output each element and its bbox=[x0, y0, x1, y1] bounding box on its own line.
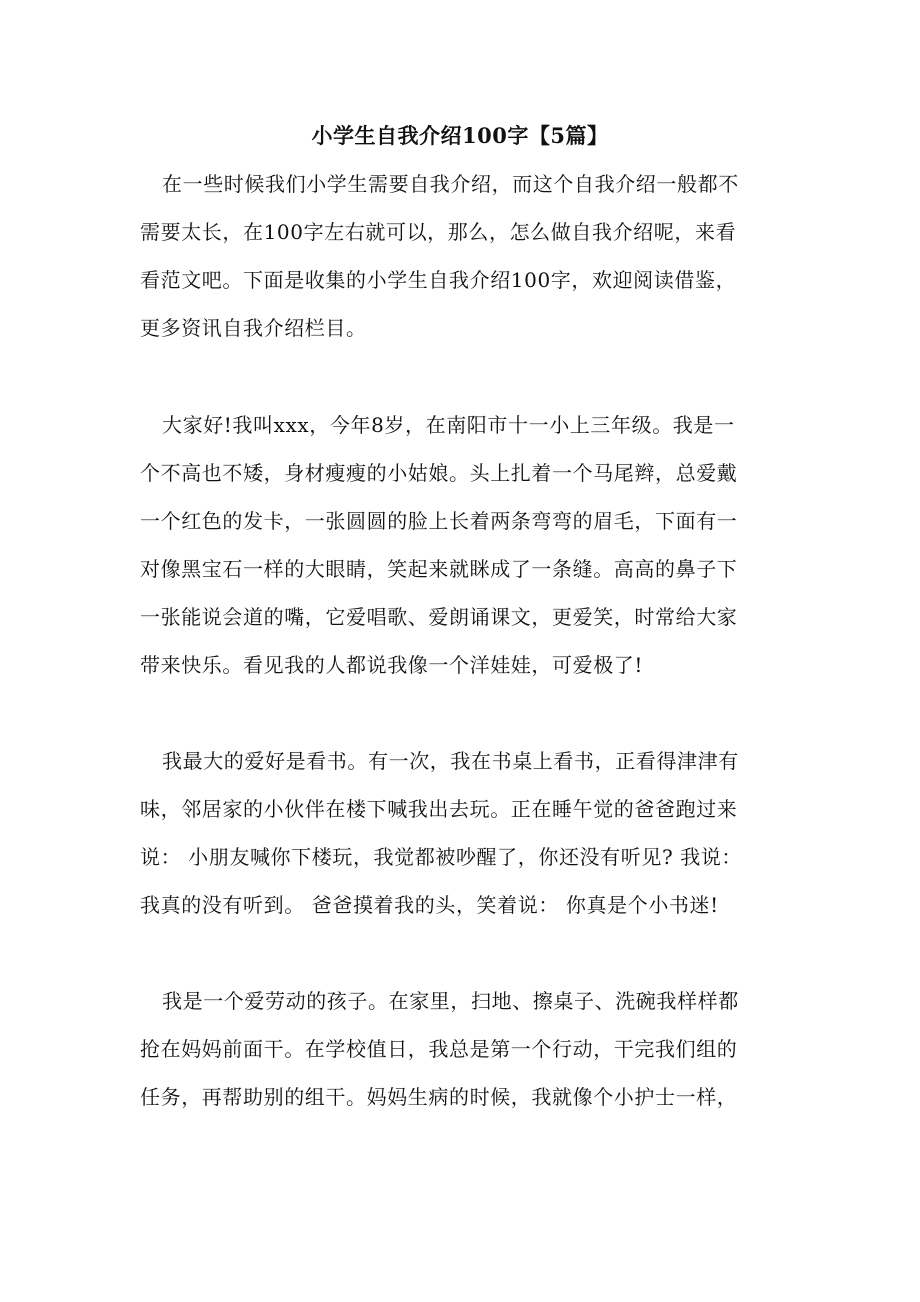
paragraph-1-line-1: 在一些时候我们小学生需要自我介绍，而这个自我介绍一般都不 bbox=[162, 172, 739, 196]
paragraph-1-line-4: 更多资讯自我介绍栏目。 bbox=[140, 316, 367, 340]
paragraph-1-line-2: 需要太长，在100字左右就可以，那么，怎么做自我介绍呢，来看 bbox=[140, 220, 737, 244]
paragraph-4-line-3: 任务，再帮助别的组干。妈妈生病的时候，我就像个小护士一样， bbox=[140, 1085, 738, 1109]
paragraph-2-line-6: 带来快乐。看见我的人都说我像一个洋娃娃，可爱极了! bbox=[140, 653, 644, 677]
paragraph-2-line-5: 一张能说会道的嘴，它爱唱歌、爱朗诵课文，更爱笑，时常给大家 bbox=[140, 605, 738, 629]
paragraph-3-line-2: 味，邻居家的小伙伴在楼下喊我出去玩。正在睡午觉的爸爸跑过来 bbox=[140, 797, 738, 821]
paragraph-3-line-1: 我最大的爱好是看书。有一次，我在书桌上看书，正看得津津有 bbox=[162, 749, 739, 773]
document-title: 小学生自我介绍100字【5篇】 bbox=[311, 123, 609, 148]
paragraph-2-line-4: 对像黑宝石一样的大眼睛，笑起来就眯成了一条缝。高高的鼻子下 bbox=[140, 557, 738, 581]
paragraph-2-line-3: 一个红色的发卡，一张圆圆的脸上长着两条弯弯的眉毛，下面有一 bbox=[140, 509, 738, 533]
paragraph-4-line-1: 我是一个爱劳动的孩子。在家里，扫地、擦桌子、洗碗我样样都 bbox=[162, 989, 739, 1013]
paragraph-2-line-1: 大家好!我叫xxx，今年8岁，在南阳市十一小上三年级。我是一 bbox=[162, 413, 735, 437]
paragraph-4-line-2: 抢在妈妈前面干。在学校值日，我总是第一个行动，干完我们组的 bbox=[140, 1037, 738, 1061]
paragraph-3-line-4: 我真的没有听到。 爸爸摸着我的头，笑着说： 你真是个小书迷! bbox=[140, 893, 719, 917]
paragraph-3-line-3: 说： 小朋友喊你下楼玩，我觉都被吵醒了，你还没有听见? 我说： bbox=[140, 845, 743, 869]
paragraph-2-line-2: 个不高也不矮，身材瘦瘦的小姑娘。头上扎着一个马尾辫，总爱戴 bbox=[140, 461, 738, 485]
paragraph-1-line-3: 看范文吧。下面是收集的小学生自我介绍100字，欢迎阅读借鉴， bbox=[140, 268, 737, 292]
